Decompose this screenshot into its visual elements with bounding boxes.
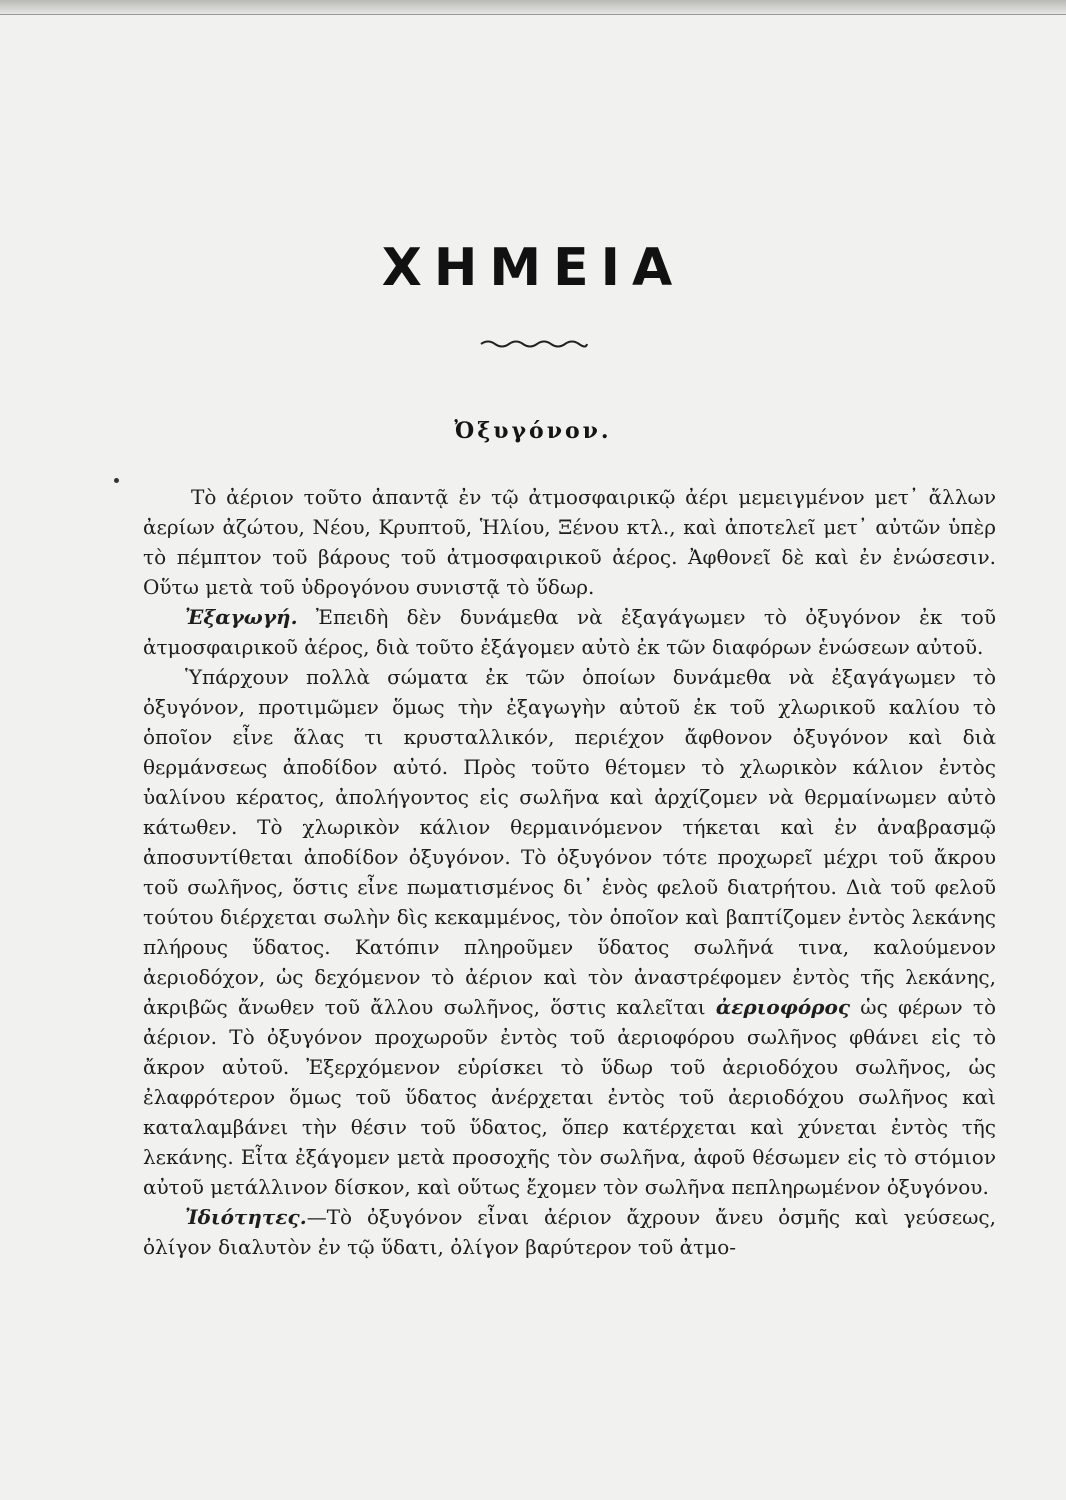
method-keyword: ἀεριοφόρος	[715, 995, 850, 1019]
page-top-rule	[0, 14, 1066, 15]
properties-text: —Τὸ ὀξυγόνον εἶναι ἀέριον ἄχρουν ἄνευ ὀσμῆς καὶ γεύσεως, ὀλίγον διαλυτὸν ἐν τῷ ὕδατι, ὀλίγον βαρύτερον τοῦ ἀτμο-	[143, 1205, 996, 1259]
properties-heading: Ἰδιότητες.	[185, 1205, 307, 1229]
method-text-part2: ὡς φέρων τὸ ἀέριον. Τὸ ὀξυγόνον προχωροῦν ἐντὸς τοῦ ἀεριοφόρου σωλῆνος φθάνει εἰς τὸ ἄκρον αὐτοῦ. Ἐξερχόμενον εὑρίσκει τὸ ὕδωρ τοῦ ἀεριοδόχου σωλῆνος, ὡς ἐλαφρότερον ὅμως τοῦ ὕδατος ἀνέρχεται ἐντὸς τοῦ ἀεριοδόχου σωλῆνος καὶ καταλαμβάνει τὴν θέσιν τοῦ ὕδατος, ὅπερ κατέρχεται καὶ χύνεται ἐντὸς τῆς λεκάνης. Εἶτα ἐξάγομεν μετὰ προσοχῆς τὸν σωλῆνα, ἀφοῦ θέσωμεν εἰς τὸ στόμιον αὐτοῦ μετάλλινον δίσκον, καὶ οὕτως ἔχομεν τὸν σωλῆνα πεπληρωμένον ὀξυγόνου.	[143, 995, 997, 1199]
section-heading: Ὀξυγόνον.	[454, 418, 612, 444]
extraction-heading: Ἐξαγωγή.	[185, 605, 298, 629]
paragraph-properties	[143, 1202, 996, 1262]
page-title: ΧΗΜΕΙΑ	[381, 238, 685, 298]
paragraph-extraction	[143, 602, 996, 662]
page-top-edge	[0, 0, 1066, 14]
body-text	[143, 482, 996, 1262]
title-flourish	[479, 338, 589, 350]
paragraph-intro: Τὸ ἀέριον τοῦτο ἀπαντᾷ ἐν τῷ ἀτμοσφαιρικῷ ἀέρι μεμειγμένον μετ᾽ ἄλλων ἀερίων ἀζώτου, Νέου, Κρυπτοῦ, Ἡλίου, Ξένου κτλ., καὶ ἀποτελεῖ μετ᾽ αὐτῶν ὑπὲρ τὸ πέμπτον τοῦ βάρους τοῦ ἀτμοσφαιρικοῦ ἀέρος. Ἀφθονεῖ δὲ καὶ ἐν ἑνώσεσιν. Οὕτω μετὰ τοῦ ὑδρογόνου συνιστᾷ τὸ ὕδωρ.	[143, 485, 996, 599]
paragraph-method	[143, 662, 996, 1202]
extraction-text: Ἐπειδὴ δὲν δυνάμεθα νὰ ἐξαγάγωμεν τὸ ὀξυγόνον ἐκ τοῦ ἀτμοσφαιρικοῦ ἀέρος, διὰ τοῦτο ἐξάγομεν αὐτὸ ἐκ τῶν διαφόρων ἑνώσεων αὐτοῦ.	[143, 605, 996, 659]
method-text-part1: Ὑπάρχουν πολλὰ σώματα ἐκ τῶν ὁποίων δυνάμεθα νὰ ἐξαγάγωμεν τὸ ὀξυγόνον, προτιμῶμεν ὅμως τὴν ἐξαγωγὴν αὐτοῦ ἐκ τοῦ χλωρικοῦ καλίου τὸ ὁποῖον εἶνε ἅλας τι κρυσταλλικόν, περιέχον ἄφθονον ὀξυγόνον καὶ διὰ θερμάνσεως ἀποδίδον αὐτό. Πρὸς τοῦτο θέτομεν τὸ χλωρικὸν κάλιον ἐντὸς ὑαλίνου κέρατος, ἀπολήγοντος εἰς σωλῆνα καὶ ἀρχίζομεν νὰ θερμαίνωμεν αὐτὸ κάτωθεν. Τὸ χλωρικὸν κάλιον θερμαινόμενον τήκεται καὶ ἐν ἀναβρασμῷ ἀποσυντίθεται ἀποδίδον ὀξυγόνον. Τὸ ὀξυγόνον τότε προχωρεῖ μέχρι τοῦ ἄκρου τοῦ σωλῆνος, ὅστις εἶνε πωματισμένος δι᾽ ἑνὸς φελοῦ διατρήτου. Διὰ τοῦ φελοῦ τούτου διέρχεται σωλὴν δὶς κεκαμμένος, τὸν ὁποῖον καὶ βαπτίζομεν ἐντὸς λεκάνης πλήρους ὕδατος. Κατόπιν πληροῦμεν ὕδατος σωλῆνά τινα, καλούμενον ἀεριοδόχον, ὡς δεχόμενον τὸ ἀέριον καὶ τὸν ἀναστρέφομεν ἐντὸς τῆς λεκάνης, ἀκριβῶς ἄνωθεν τοῦ ἄλλου σωλῆνος, ὅστις καλεῖται	[143, 665, 996, 1019]
margin-mark	[114, 478, 119, 483]
